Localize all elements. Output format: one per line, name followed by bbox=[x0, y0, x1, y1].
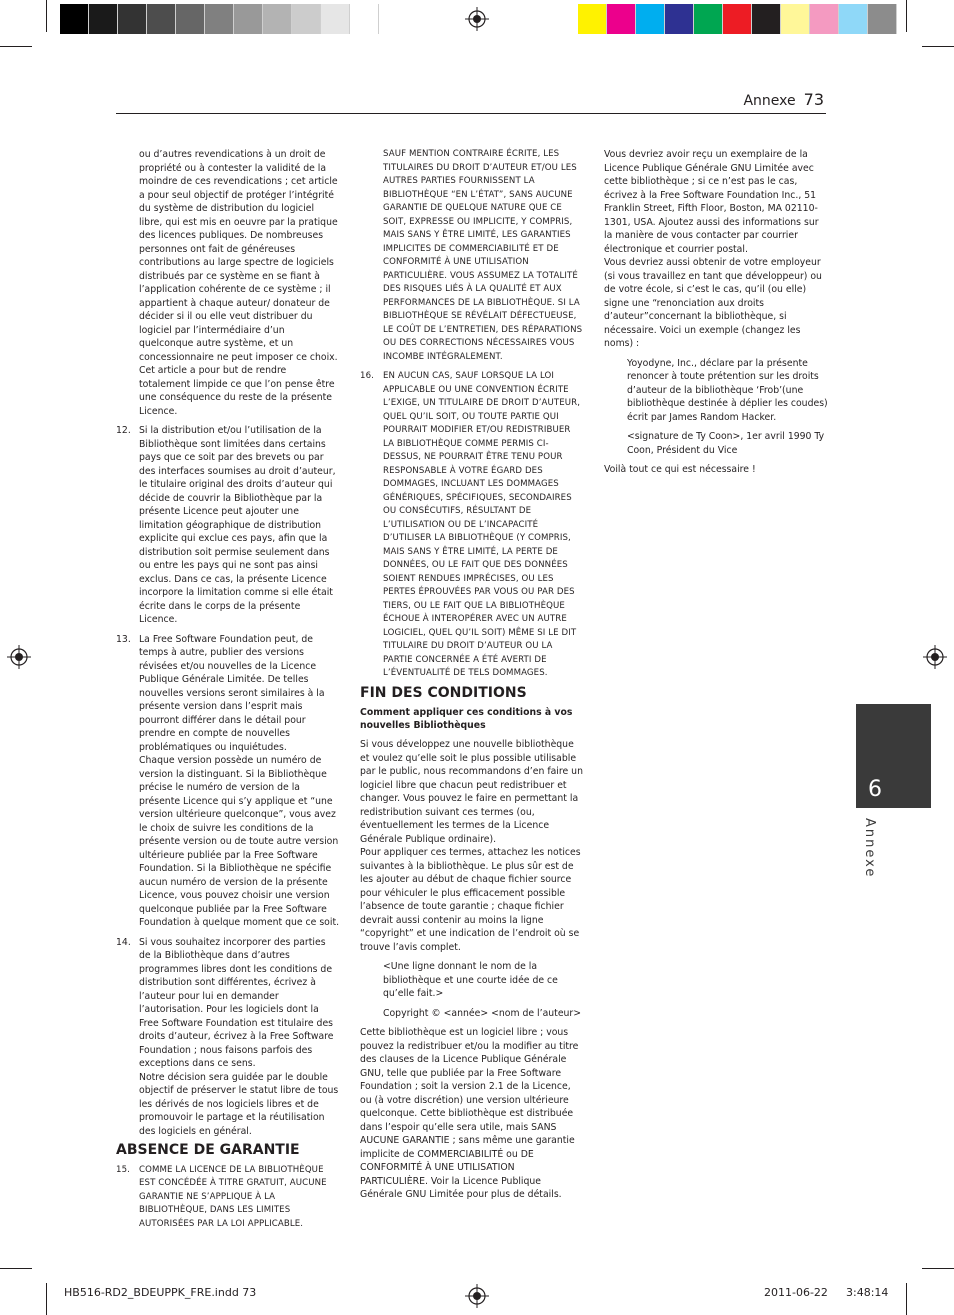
paragraph: Cet article a pour but de rendre totalement limpide ce que l’on pense être une conséquence du reste de la présente Licence. bbox=[139, 365, 335, 417]
color-swatch bbox=[752, 4, 781, 34]
column-1 bbox=[116, 148, 340, 1237]
quote-paragraph: Copyright © <année> <nom de l’auteur> bbox=[383, 1007, 582, 1019]
crop-mark bbox=[906, 0, 907, 32]
color-swatch bbox=[694, 4, 723, 34]
list-item bbox=[116, 1164, 340, 1232]
list-item bbox=[360, 370, 584, 681]
registration-mark-icon bbox=[465, 7, 489, 31]
color-swatch-bar bbox=[578, 4, 897, 34]
paragraph: Voilà tout ce qui est nécessaire ! bbox=[604, 464, 756, 475]
footer-date: 2011-06-22 bbox=[764, 1286, 828, 1299]
crop-mark bbox=[46, 0, 47, 32]
color-swatch bbox=[176, 4, 205, 34]
gray-swatch-bar bbox=[60, 4, 379, 34]
color-swatch bbox=[578, 4, 607, 34]
paragraph: Si vous développez une nouvelle bibliothèque et voulez qu’elle soit le plus possible utilisable par le public, nous recommandons d’en faire un logiciel libre que chacun peut redistribuer et changer. Vous pouvez le faire en permettant la redistribution suivant ces termes (ou, éventuellement les termes de la Licence Générale Publique ordinaire). bbox=[360, 739, 583, 845]
crop-mark bbox=[922, 46, 954, 47]
registration-mark-icon bbox=[7, 645, 31, 669]
chapter-tab bbox=[856, 704, 931, 808]
page-number: 73 bbox=[803, 90, 824, 109]
paragraph: Vous devriez avoir reçu un exemplaire de la Licence Publique Générale GNU Limitée avec cette bibliothèque ; si ce n’est pas le cas, écrivez à la Free Software Foundation Inc., 51 Franklin Street, Fifth Floor, Boston, MA 02110-1301, USA. Ajoutez aussi des informations sur la manière de vous contacter par courrier électronique et courrier postal. bbox=[604, 149, 819, 255]
list-item bbox=[116, 633, 340, 930]
color-swatch bbox=[205, 4, 234, 34]
section-heading: FIN DES CONDITIONS bbox=[360, 684, 527, 701]
item-number: 14. bbox=[116, 936, 131, 948]
color-swatch bbox=[292, 4, 321, 34]
subheading: Comment appliquer ces conditions à vos nouvelles Bibliothèques bbox=[360, 707, 573, 731]
color-swatch bbox=[723, 4, 752, 34]
header-rule bbox=[116, 113, 826, 114]
paragraph: Cette bibliothèque est un logiciel libre ; vous pouvez la redistribuer et/ou la modifier au titre des clauses de la Licence Publique Générale GNU, telle que publiée par la Free Software Foundation ; soit la version 2.1 de la Licence, ou (à votre discrétion) une version ultérieure quelconque. Cette bibliothèque est distribuée dans l’espoir qu’elle sera utile, mais SANS AUCUNE GARANTIE ; sans même une garantie implicite de COMMERCIABILITÉ ou DE CONFORMITÉ À UNE UTILISATION PARTICULIÈRE. Voir la Licence Publique Générale GNU Limitée pour plus de détails. bbox=[360, 1027, 579, 1200]
color-swatch bbox=[118, 4, 147, 34]
crop-mark bbox=[46, 1283, 47, 1315]
running-head bbox=[743, 90, 824, 109]
color-swatch bbox=[868, 4, 897, 34]
paragraph: Pour appliquer ces termes, attachez les notices suivantes à la bibliothèque. Le plus sûr est de les ajouter au début de chaque fichier source pour véhiculer le plus efficacement possible l’absence de toute garantie ; chaque fichier devrait aussi contenir au moins la ligne “copyright” et une indication de l’endroit où se trouve l’avis complet. bbox=[360, 847, 581, 953]
list-item bbox=[116, 936, 340, 1139]
crop-mark bbox=[922, 1268, 954, 1269]
color-swatch bbox=[636, 4, 665, 34]
color-swatch bbox=[665, 4, 694, 34]
item-text: Notre décision sera guidée par le double objectif de préserver le statut libre de tous les dérivés de nos logiciels libres et de promouvoir le partage et la réutilisation des logiciels en général. bbox=[139, 1071, 339, 1137]
item-text: Chaque version possède un numéro de version la distinguant. Si la Bibliothèque précise le numéro de version de la présente Licence qui s’y applique et “une version ultérieure quelconque”, vous avez le choix de suivre les conditions de la présente version ou de toute autre version ultérieure publiée par la Free Software Foundation. Si la Bibliothèque ne spécifie aucun numéro de version de la présente Licence, vous pouvez choisir une version quelconque publiée par la Free Software Foundation à quelque moment que ce soit. bbox=[139, 755, 340, 928]
item-number: 15. bbox=[116, 1164, 130, 1175]
footer-time: 3:48:14 bbox=[846, 1286, 889, 1299]
column-2 bbox=[360, 148, 584, 1208]
color-swatch bbox=[607, 4, 636, 34]
crop-mark bbox=[906, 1283, 907, 1315]
item-text: COMME LA LICENCE DE LA BIBLIOTHÈQUE EST CONCÉDÉE À TITRE GRATUIT, AUCUNE GARANTIE NE S’APPLIQUE À LA BIBLIOTHÈQUE, DANS LES LIMITES AUTORISÉES PAR LA LOI APPLICABLE. bbox=[139, 1164, 327, 1229]
paragraph: SAUF MENTION CONTRAIRE ÉCRITE, LES TITULAIRES DU DROIT D’AUTEUR ET/OU LES AUTRES PARTIES FOURNISSENT LA BIBLIOTHÈQUE “EN L’ÉTAT”, SANS AUCUNE GARANTIE DE QUELQUE NATURE QUE CE SOIT, EXPRESSE OU IMPLICITE, Y COMPRIS, MAIS SANS Y ÊTRE LIMITÉ, LES GARANTIES IMPLICITES DE COMMERCIABILITÉ ET DE CONFORMITÉ À UNE UTILISATION PARTICULIÈRE. VOUS ASSUMEZ LA TOTALITÉ DES RISQUES LIÉS À LA QUALITÉ ET AUX PERFORMANCES DE LA BIBLIOTHÈQUE. SI LA BIBLIOTHÈQUE SE RÉVÉLAIT DÉFECTUEUSE, LE COÛT DE L’ENTRETIEN, DES RÉPARATIONS OU DES CORRECTIONS NÉCESSAIRES VOUS INCOMBE INTÉGRALEMENT. bbox=[383, 149, 583, 362]
color-swatch bbox=[263, 4, 292, 34]
color-swatch bbox=[839, 4, 868, 34]
item-text: Si vous souhaitez incorporer des parties de la Bibliothèque dans d’autres programmes libres dont les conditions de distribution sont différentes, écrivez à l’auteur pour lui en demander l’autorisation. Pour les logiciels dont la Free Software Foundation est titulaire des droits d’auteur, écrivez à la Free Software Foundation ; nous faisons parfois des exceptions dans ce sens. bbox=[139, 936, 334, 1069]
quote-paragraph: Yoyodyne, Inc., déclare par la présente renoncer à toute prétention sur les droits d’auteur de la bibliothèque ‘Frob’(une bibliothèque destinée à déplier les coudes) écrit par James Random Hacker. bbox=[627, 357, 828, 423]
color-swatch bbox=[781, 4, 810, 34]
color-swatch bbox=[234, 4, 263, 34]
item-number: 12. bbox=[116, 425, 131, 436]
color-swatch bbox=[321, 4, 350, 34]
color-swatch bbox=[350, 4, 379, 34]
section-title: Annexe bbox=[743, 93, 796, 109]
footer-file: HB516-RD2_BDEUPPK_FRE.indd 73 bbox=[64, 1286, 257, 1299]
chapter-number: 6 bbox=[868, 777, 882, 802]
crop-mark bbox=[0, 1268, 32, 1269]
section-heading: ABSENCE DE GARANTIE bbox=[116, 1142, 300, 1158]
registration-mark-icon bbox=[465, 1284, 489, 1308]
quote-paragraph: <Une ligne donnant le nom de la bibliothèque et une courte idée de ce qu’elle fait.> bbox=[383, 961, 558, 999]
item-number: 16. bbox=[360, 371, 374, 381]
color-swatch bbox=[147, 4, 176, 34]
color-swatch bbox=[810, 4, 839, 34]
color-swatch bbox=[89, 4, 118, 34]
chapter-label: Annexe bbox=[862, 818, 877, 879]
item-text: Si la distribution et/ou l’utilisation de la Bibliothèque sont limitées dans certains pays que ce soit par des brevets ou par des interfaces soumises au droit d’auteur, le titulaire original des droits d’auteur qui décide de couvrir la Bibliothèque par la présente Licence peut ajouter une limitation géographique de distribution explicite qui exclue ces pays, afin que la distribution soit permise seulement dans ou entre les pays qui ne sont pas ainsi exclus. Dans ce cas, la présente Licence incorpore la limitation comme si elle était écrite dans le corps de la présente Licence. bbox=[139, 425, 336, 625]
item-number: 13. bbox=[116, 633, 131, 645]
paragraph: Vous devriez aussi obtenir de votre employeur (si vous travaillez en tant que développeur) ou de votre école, si c’est le cas, qu’il (ou elle) signe une “renonciation aux droits d’auteur”concernant la bibliothèque, si nécessaire. Voici un exemple (changez les noms) : bbox=[604, 257, 822, 349]
list-item bbox=[116, 424, 340, 627]
item-text: EN AUCUN CAS, SAUF LORSQUE LA LOI APPLICABLE OU UNE CONVENTION ÉCRITE L’EXIGE, UN TITULAIRE DE DROIT D’AUTEUR, QUEL QU’IL SOIT, OU TOUTE PARTIE QUI POURRAIT MODIFIER ET/OU REDISTRIBUER LA BIBLIOTHÈQUE COMME PERMIS CI-DESSUS, NE POURRAIT ÊTRE TENU POUR RESPONSABLE À VOTRE ÉGARD DES DOMMAGES, INCLUANT LES DOMMAGES GÉNÉRIQUES, SPÉCIFIQUES, SECONDAIRES OU CONSÉCUTIFS, RÉSULTANT DE L’UTILISATION OU DE L’INCAPACITÉ D’UTILISER LA BIBLIOTHÈQUE (Y COMPRIS, MAIS SANS Y ÊTRE LIMITÉ, LA PERTE DE DONNÉES, OU LE FAIT QUE DES DONNÉES SOIENT RENDUES IMPRÉCISES, OU LES PERTES ÉPROUVÉES PAR VOUS OU PAR DES TIERS, OU LE FAIT QUE LA BIBLIOTHÈQUE ÉCHOUE À INTEROPÉRER AVEC UN AUTRE LOGICIEL, QUEL QU’IL SOIT) MÊME SI LE DIT TITULAIRE DU DROIT D’AUTEUR OU LA PARTIE CONCERNÉE A ÉTÉ AVERTI DE L’ÉVENTUALITÉ DE TELS DOMMAGES. bbox=[383, 371, 581, 678]
paragraph: ou d’autres revendications à un droit de propriété ou à contester la validité de la moindre de ces revendications ; cet article a pour seul objectif de protéger l’intégrité du système de distribution du logiciel libre, qui est mis en oeuvre par la pratique des licences publiques. De nombreuses personnes ont fait de généreuses contributions au large spectre de logiciels distribués par ce système en se fiant à l’application cohérente de ce système ; il appartient à chaque auteur/ donateur de décider si il ou elle veut distribuer du logiciel par l’intermédiaire d’un quelconque autre système, et un concessionnaire ne peut imposer ce choix. bbox=[139, 149, 338, 363]
crop-mark bbox=[0, 46, 32, 47]
color-swatch bbox=[60, 4, 89, 34]
quote-paragraph: <signature de Ty Coon>, 1er avril 1990 Ty Coon, Président du Vice bbox=[627, 431, 825, 456]
item-text: La Free Software Foundation peut, de temps à autre, publier des versions révisées et/ou nouvelles de la Licence Publique Générale Limitée. De telles nouvelles versions seront similaires à la présente version dans l’esprit mais pourront différer dans le détail pour prendre en compte de nouvelles problématiques ou inquiétudes. bbox=[139, 633, 325, 753]
column-3 bbox=[604, 148, 828, 483]
registration-mark-icon bbox=[923, 645, 947, 669]
